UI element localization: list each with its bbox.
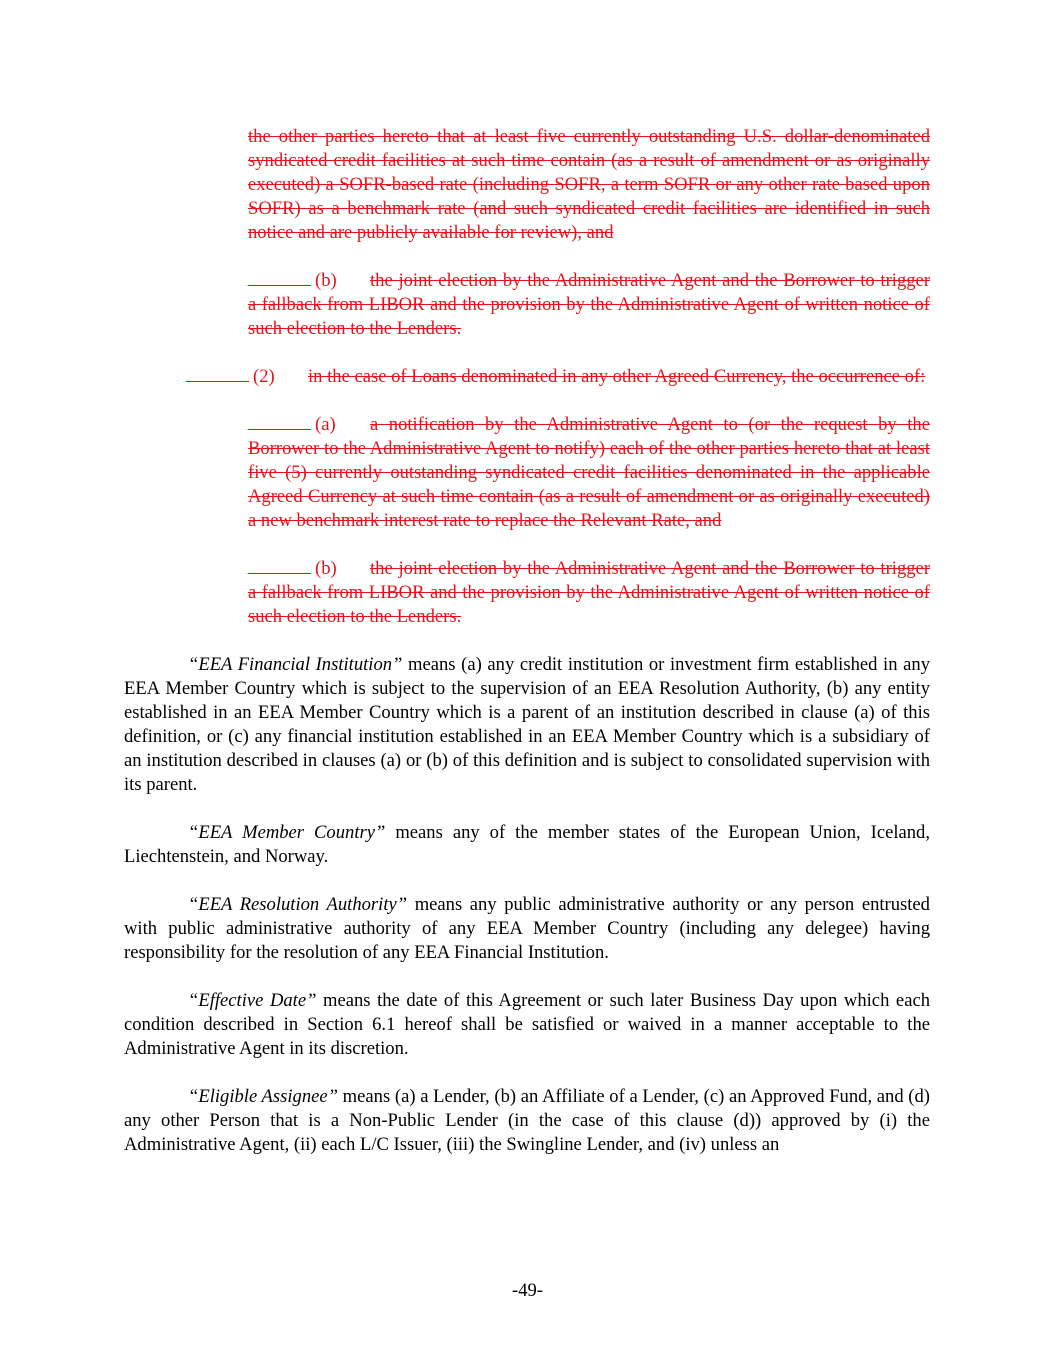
- definition-effective-date: “Effective Date” means the date of this Agreement or such later Business Day upon which each condition described in Section 6.1 hereof shall be satisfied or waived in a manner acceptable to the Administrative Agent in its discretion.: [124, 990, 930, 1059]
- defined-term: “EEA Member Country”: [188, 822, 386, 843]
- definition-eligible-assignee: “Eligible Assignee” means (a) a Lender, (b) an Affiliate of a Lender, (c) an Approved Fund, and (d) any other Person that is a Non-Public Lender (in the case of this clause (d)) approved by (i) the Administrative Agent, (ii) each L/C Issuer, (iii) the Swingline Lender, and (iv) unless an: [124, 1086, 930, 1155]
- deleted-tab-leader: [248, 564, 311, 574]
- definition-eea-financial-institution: “EEA Financial Institution” means (a) any credit institution or investment firm established in any EEA Member Country which is subject to the supervision of an EEA Resolution Authority, (b) any entity established in an EEA Member Country which is a parent of an institution described in clause (a) of this definition, or (c) any financial institution established in an EEA Member Country which is a subsidiary of an institution described in clauses (a) or (b) of this definition and is subject to consolidated supervision with its parent.: [124, 654, 930, 795]
- deleted-tab-leader: [186, 372, 249, 382]
- deleted-paragraph-other-currency: (2) in the case of Loans denominated in any other Agreed Currency, the occurrence of:: [186, 365, 930, 389]
- deleted-tab-leader: [248, 276, 311, 286]
- deleted-paragraph-notification: (a) a notification by the Administrative Agent to (or the request by the Borrower to the Administrative Agent to notify) each of the other parties hereto that at least five (5) currently outstanding syndicated credit facilities denominated in the applicable Agreed Currency at such time contain (as a result of amendment or as originally executed) a new benchmark interest rate to replace the Relevant Rate, and: [248, 414, 930, 531]
- defined-term: “Eligible Assignee”: [188, 1086, 338, 1107]
- page-number: -49-: [512, 1280, 543, 1301]
- defined-term: “Effective Date”: [188, 990, 317, 1011]
- deleted-paragraph-sofr-notice: the other parties hereto that at least five currently outstanding U.S. dollar-denominated syndicated credit facilities at such time contain (as a result of amendment or as originally executed) a SOFR-based rate (including SOFR, a term SOFR or any other rate based upon SOFR) as a benchmark rate (and such syndicated credit facilities are identified in such notice and are publicly available for review), and: [248, 126, 930, 243]
- document-page: [124, 125, 930, 1157]
- deleted-paragraph-joint-election-1: (b) the joint election by the Administrative Agent and the Borrower to trigger a fallback from LIBOR and the provision by the Administrative Agent of written notice of such election to the Lenders.: [248, 270, 930, 339]
- definition-eea-resolution-authority: “EEA Resolution Authority” means any public administrative authority or any person entrusted with public administrative authority of any EEA Member Country (including any delegee) having responsibility for the resolution of any EEA Financial Institution.: [124, 894, 930, 963]
- defined-term: “EEA Resolution Authority”: [188, 894, 408, 915]
- deleted-paragraph-joint-election-2: (b) the joint election by the Administrative Agent and the Borrower to trigger a fallback from LIBOR and the provision by the Administrative Agent of written notice of such election to the Lenders.: [248, 558, 930, 627]
- deleted-tab-leader: [248, 420, 311, 430]
- defined-term: “EEA Financial Institution”: [188, 654, 403, 675]
- definition-eea-member-country: “EEA Member Country” means any of the member states of the European Union, Iceland, Liechtenstein, and Norway.: [124, 822, 931, 867]
